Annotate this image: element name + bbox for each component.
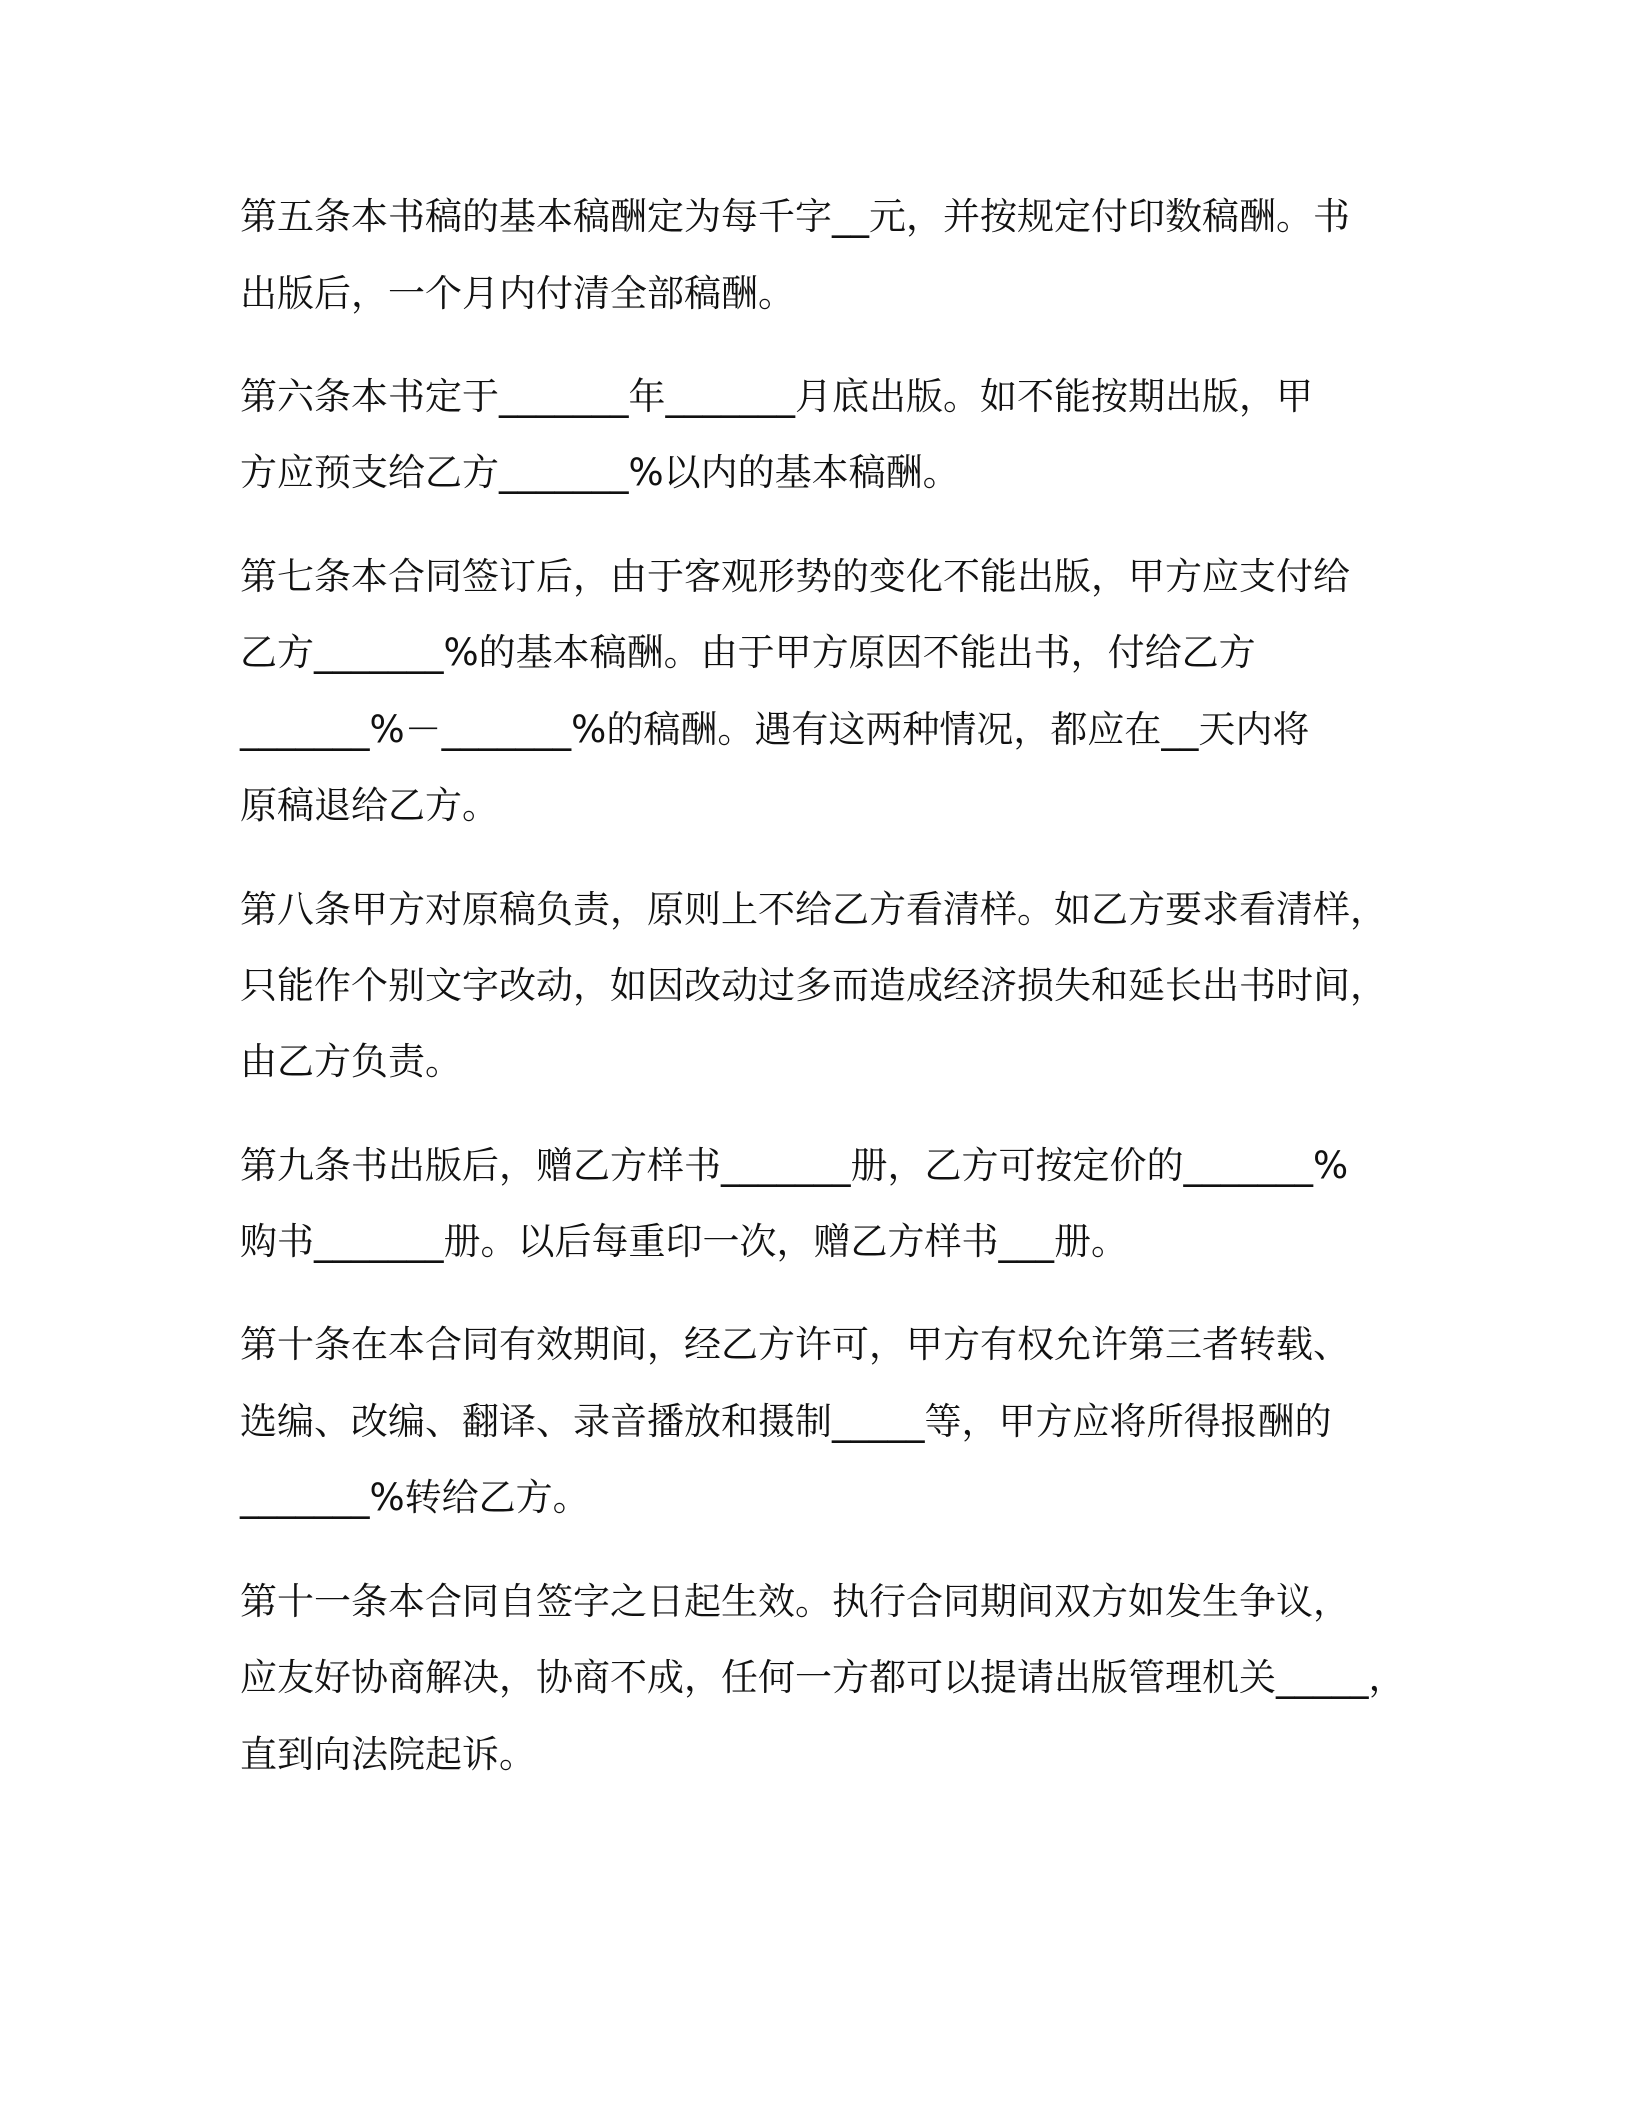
- clause-7-line-3: _______%－_______%的稿酬。遇有这两种情况，都应在__天内将: [240, 708, 1310, 751]
- clause-10-line-1: 第十条在本合同有效期间，经乙方许可，甲方有权允许第三者转载、: [240, 1323, 1350, 1366]
- clause-8-line-1: 第八条甲方对原稿负责，原则上不给乙方看清样。如乙方要求看清样，: [240, 888, 1387, 931]
- clause-8-line-3: 由乙方负责。: [240, 1040, 462, 1083]
- clause-11-line-2: 应友好协商解决，协商不成，任何一方都可以提请出版管理机关_____，: [240, 1656, 1406, 1699]
- clause-6-line-1: 第六条本书定于_______年_______月底出版。如不能按期出版，甲: [240, 375, 1313, 418]
- clause-5-line-2: 出版后，一个月内付清全部稿酬。: [240, 272, 795, 315]
- clause-8-line-2: 只能作个别文字改动，如因改动过多而造成经济损失和延长出书时间，: [240, 964, 1387, 1007]
- clause-10-line-3: _______%转给乙方。: [240, 1476, 590, 1519]
- clause-11-line-1: 第十一条本合同自签字之日起生效。执行合同期间双方如发生争议，: [240, 1580, 1350, 1623]
- clause-11-line-3: 直到向法院起诉。: [240, 1733, 536, 1776]
- clause-10-line-2: 选编、改编、翻译、录音播放和摄制_____等，甲方应将所得报酬的: [240, 1400, 1332, 1443]
- clause-7-line-4: 原稿退给乙方。: [240, 784, 499, 827]
- clause-9-line-2: 购书_______册。以后每重印一次，赠乙方样书___册。: [240, 1220, 1128, 1263]
- clause-7-line-1: 第七条本合同签订后，由于客观形势的变化不能出版，甲方应支付给: [240, 555, 1350, 598]
- clause-9-line-1: 第九条书出版后，赠乙方样书_______册，乙方可按定价的_______%: [240, 1144, 1349, 1187]
- clause-7-line-2: 乙方_______%的基本稿酬。由于甲方原因不能出书，付给乙方: [240, 631, 1256, 674]
- clause-5-line-1: 第五条本书稿的基本稿酬定为每千字__元，并按规定付印数稿酬。书: [240, 195, 1350, 238]
- clause-6-line-2: 方应预支给乙方_______%以内的基本稿酬。: [240, 451, 960, 494]
